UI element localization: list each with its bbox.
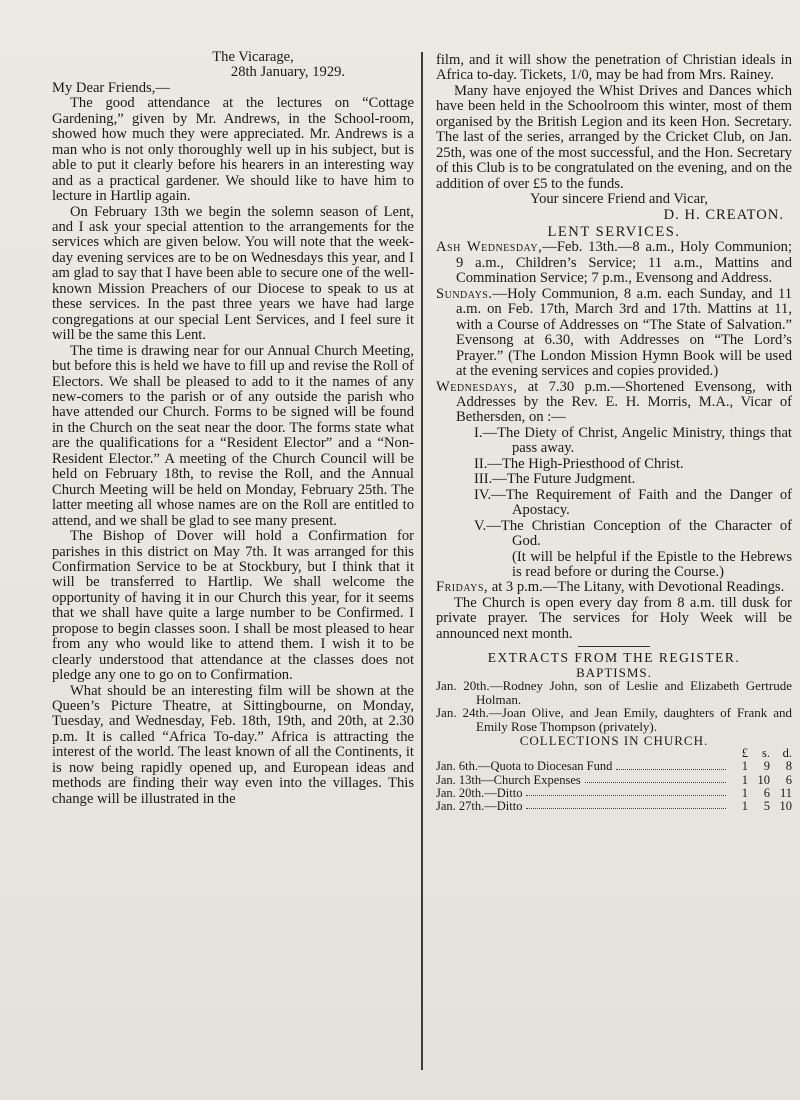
wednesdays-text: at 7.30 p.m.—Shortened Evensong, with Addresses by the Rev. E. H. Morris, M.A., Vicar of Bethersden, on :— [456, 378, 792, 426]
wednesdays-label: Wednesdays, [436, 378, 518, 395]
sundays-label: Sundays. [436, 285, 493, 302]
leader-dots [616, 760, 726, 769]
collection-row [436, 800, 792, 813]
column-divider [421, 52, 423, 1070]
letter-paragraph-whist: Many have enjoyed the Whist Drives and Dances which have been held in the Schoolroom this winter, most of them organised by the British Legion and its keen Hon. Secretary. The last of the series, arranged by the Cricket Club, on Jan. 25th, was one of the most successful, and the Hon. Secretary of this Club is to be congratulated on the evening, and on the addition of over £5 to the funds. [436, 82, 792, 192]
collection-row [436, 760, 792, 773]
lent-wednesdays [436, 380, 792, 426]
ash-wednesday-text: —Feb. 13th.—8 a.m., Holy Communion; 9 a.m., Children’s Service; 11 a.m., Mattins and Commination Service; 7 p.m., Evensong and Address. [456, 239, 793, 287]
letter-salutation: My Dear Friends,— [52, 79, 170, 96]
fridays-label: Fridays, [436, 579, 489, 596]
ash-wednesday-label: Ash Wednesday, [436, 239, 543, 256]
baptism-entry: Jan. 24th.—Joan Olive, and Jean Emily, daughters of Frank and Emily Rose Thompson (privately). [436, 705, 792, 735]
lent-fridays [436, 580, 792, 595]
baptism-entry: Jan. 20th.—Rodney John, son of Leslie and Elizabeth Gertrude Holman. [436, 678, 792, 707]
leader-dots [526, 800, 726, 809]
collection-shillings: 5 [763, 799, 770, 814]
collections-heading: COLLECTIONS IN CHURCH. [519, 732, 709, 748]
letter-signature: D. H. CREATON. [663, 206, 784, 223]
letter-address: The Vicarage, [212, 49, 294, 65]
collection-pounds: 1 [741, 759, 748, 774]
letter-paragraph-lent: On February 13th we begin the solemn season of Lent, and I ask your special attention to the arrangements for the services which are given below. You will note that the week-day evening services are to be on Wednesdays this year, and I am glad to say that I have been able to secure one of the well-known Mission Preachers of our Diocese to speak to us at these services. In the past three years we have had large congregations at our special Lent Services, and I feel sure it will be the same this Lent. [52, 203, 414, 344]
pounds-header: £ [741, 746, 748, 761]
church-open-notice: The Church is open every day from 8 a.m. till dusk for private prayer. The services for Holy Week will be announced next month. [436, 594, 792, 642]
register-heading: EXTRACTS FROM THE REGISTER. [487, 650, 741, 666]
lent-topic: IV.—The Requirement of Faith and the Danger of Apostacy. [474, 486, 792, 519]
collection-pounds: 1 [741, 772, 748, 787]
right-column [436, 53, 792, 813]
lent-sundays [436, 287, 792, 380]
lent-topic: II.—The High-Priesthood of Christ. [474, 455, 684, 472]
fridays-text: at 3 p.m.—The Litany, with Devotional Readings. [491, 579, 785, 596]
letter-paragraph-film: What should be an interesting film will be shown at the Queen’s Picture Theatre, at Sittingbourne, on Monday, Tuesday, and Wednesday, Feb. 18th, 19th, and 20th, at 2.30 p.m. It is called “Africa To-day.” Africa is attracting the interest of the world. The least known of all the Continents, it is now being rapidly opened up, and European ideas and methods are finding their way even into the villages. This change will be illustrated in the [52, 682, 414, 807]
collection-pence: 6 [785, 772, 792, 787]
letter-paragraph-gardening: The good attendance at the lectures on “Cottage Gardening,” given by Mr. Andrews, in the School-room, showed how much they were appreciated. Mr. Andrews is a man who is not only thoroughly well up in his subject, but is able to put it clearly before his hearers in an interesting way and as a practical gardener. We should like to have him to lecture in Hartlip again. [52, 95, 414, 205]
collection-pence: 11 [779, 785, 792, 800]
collection-pounds: 1 [741, 799, 748, 814]
leader-dots [585, 774, 726, 783]
section-rule [578, 646, 650, 647]
lent-topic: I.—The Diety of Christ, Angelic Ministry, things that pass away. [474, 424, 792, 457]
lent-topic: V.—The Christian Conception of the Character of God. [474, 517, 792, 550]
lent-epistle-note: (It will be helpful if the Epistle to the Hebrews is read before or during the Course.) [512, 548, 792, 580]
lent-ash-wednesday [436, 240, 792, 286]
collection-label: Jan. 20th.—Ditto [436, 785, 523, 800]
left-column [52, 50, 414, 807]
leader-dots [526, 787, 726, 796]
collection-row [436, 774, 792, 787]
collection-shillings: 6 [763, 785, 770, 800]
collection-pence: 10 [779, 799, 792, 814]
baptisms-heading: BAPTISMS. [576, 664, 652, 680]
lent-services-heading: LENT SERVICES. [547, 223, 681, 240]
letter-closing: Your sincere Friend and Vicar, [530, 191, 708, 208]
lent-topic: III.—The Future Judgment. [474, 471, 636, 488]
letter-paragraph-confirmation: The Bishop of Dover will hold a Confirmation for parishes in this district on May 7th. It was arranged for this Confirmation Service to be at Stockbury, but I think that it will be transferred to Hartlip. We shall welcome the opportunity of having it in our Church this year, for it seems that we shall have quite a large number to be Confirmed. I propose to begin classes soon. I shall be most pleased to hear from any who would like to attend them. I wish it to be clearly understood that attendance at the classes does not pledge any one to go on to Confirmation. [52, 528, 414, 684]
collection-pence: 8 [785, 759, 792, 774]
shillings-header: s. [762, 746, 770, 761]
collection-shillings: 9 [763, 759, 770, 774]
letter-continuation: film, and it will show the penetration of Christian ideals in Africa to-day. Tickets, 1/0, may be had from Mrs. Rainey. [436, 52, 792, 84]
letter-date: 28th January, 1929. [230, 64, 346, 81]
collection-label: Jan. 6th.—Quota to Diocesan Fund [436, 759, 613, 774]
pence-header: d. [782, 746, 792, 761]
collection-label: Jan. 13th—Church Expenses [436, 772, 581, 787]
collection-shillings: 10 [757, 772, 770, 787]
sundays-text: —Holy Communion, 8 a.m. each Sunday, and 11 a.m. on Feb. 17th, March 3rd and 17th. Mattins at 11, with a Course of Addresses on “The State of Salvation.” Evensong at 6.30, with Addresses on “The Lord’s Prayer.” (The London Mission Hymn Book will be used at the evening services and copies provided.) [456, 285, 792, 380]
letter-paragraph-electors: The time is drawing near for our Annual Church Meeting, but before this is held we have to fill up and revise the Roll of Electors. We shall be pleased to add to it the names of any new-comers to the parish or of any outside the parish who have attended our Church. Forms to be signed will be found in the Church on the seat near the door. The forms state what are the qualifications for a “Resident Elector” and a “Non-Resident Elector.” A meeting of the Church Council will be held on February 18th, to revise the Roll, and the Annual Church Meeting will be held on Monday, February 25th. The latter meeting all whose names are on the Roll are entitled to attend, and we shall be glad to see many present. [52, 342, 414, 529]
collection-pounds: 1 [741, 785, 748, 800]
collection-label: Jan. 27th.—Ditto [436, 799, 523, 814]
